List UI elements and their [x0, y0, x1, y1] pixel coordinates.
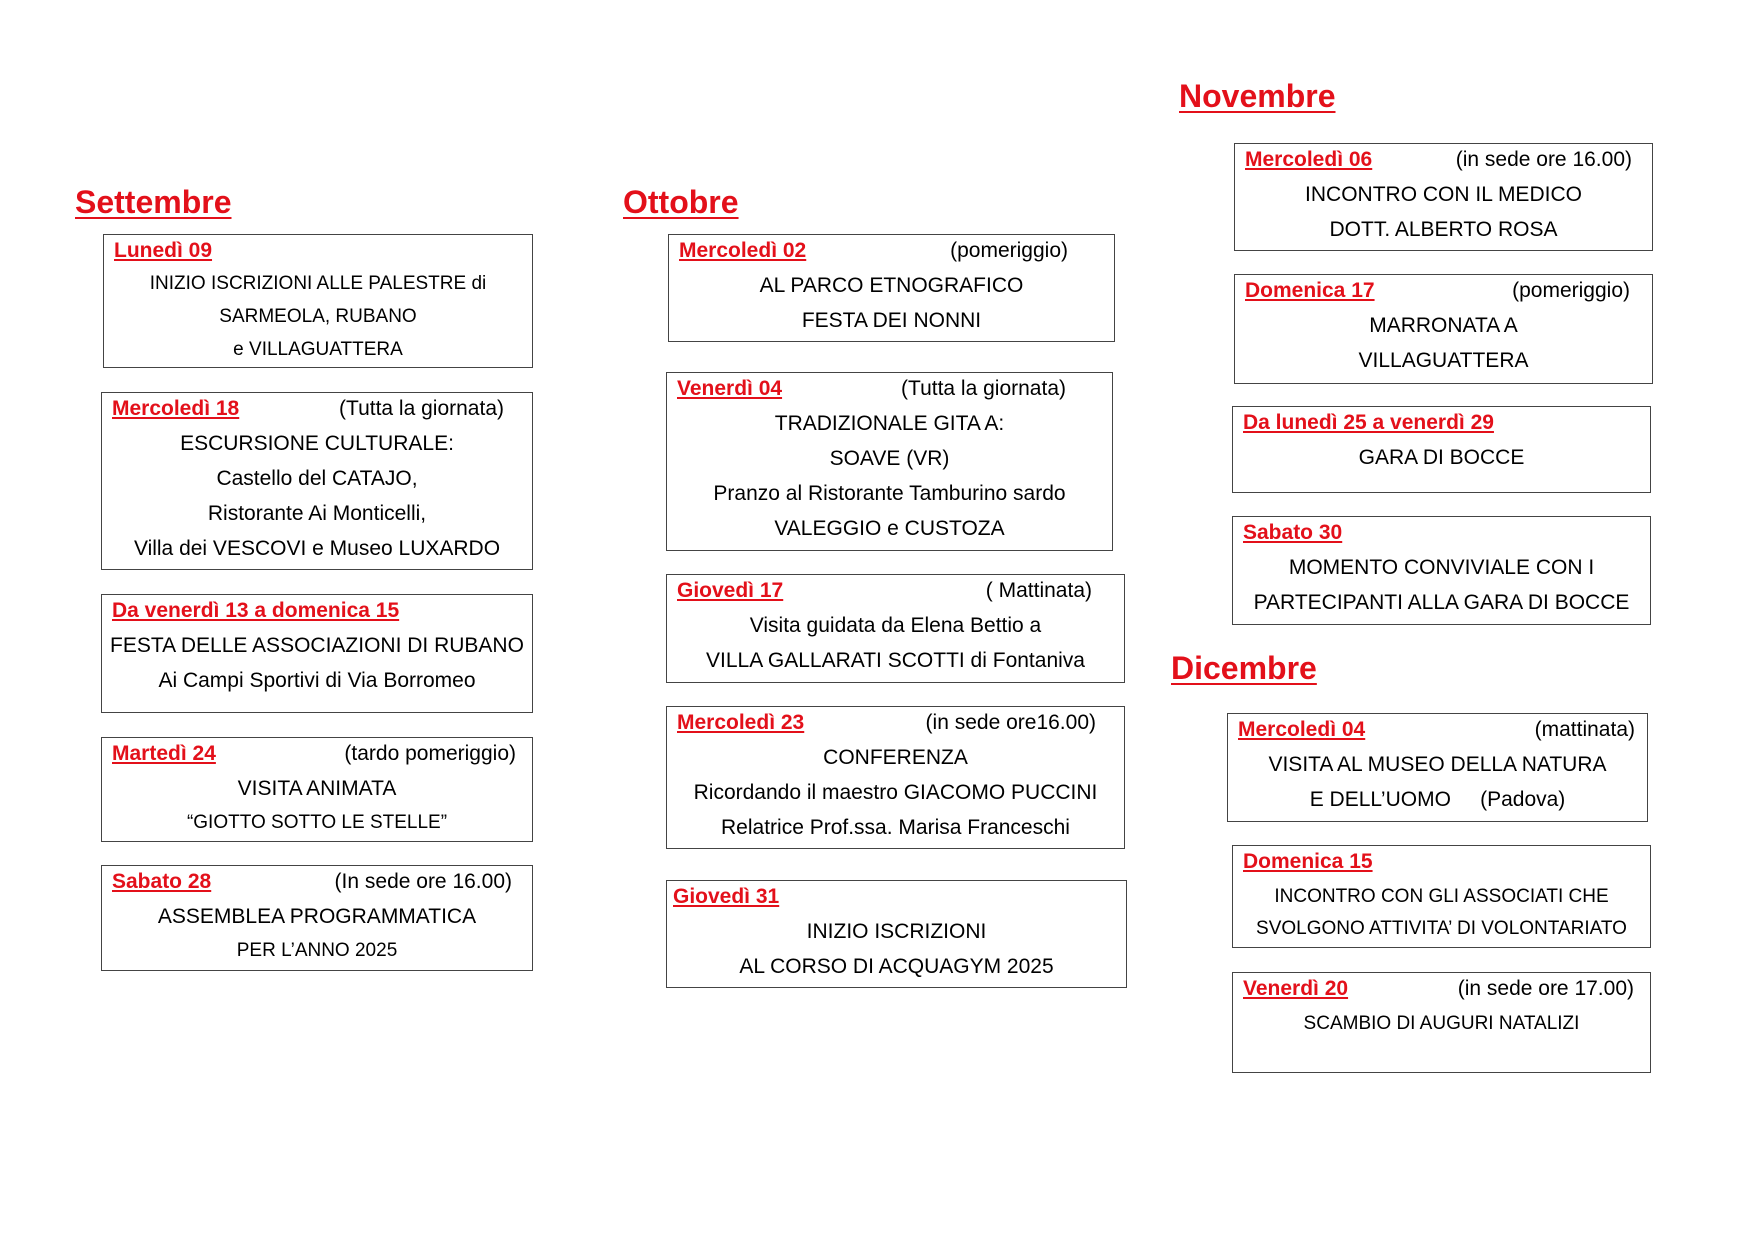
event-line: ESCURSIONE CULTURALE: [180, 432, 454, 455]
event-line: TRADIZIONALE GITA A: [774, 412, 1005, 435]
event-date: Mercoledì 18 [112, 397, 240, 420]
event-card [103, 234, 533, 368]
event-date: Martedì 24 [112, 742, 216, 765]
event-time: (in sede ore 16.00) [1455, 148, 1632, 171]
event-line: PER L’ANNO 2025 [236, 940, 398, 961]
event-date: Da venerdì 13 a domenica 15 [112, 599, 400, 622]
event-date: Mercoledì 02 [679, 239, 807, 262]
event-line: INCONTRO CON IL MEDICO [1305, 183, 1582, 206]
event-card [1232, 972, 1651, 1073]
event-line: Visita guidata da Elena Bettio a [749, 614, 1042, 637]
event-card [101, 737, 533, 842]
event-date: Giovedì 31 [673, 885, 780, 908]
event-time: (tardo pomeriggio) [344, 742, 516, 765]
event-line: Ristorante Ai Monticelli, [207, 502, 427, 525]
event-card [101, 594, 533, 713]
event-line: DOTT. ALBERTO ROSA [1329, 218, 1558, 241]
event-line: e VILLAGUATTERA [233, 339, 403, 360]
event-line: VISITA ANIMATA [237, 777, 397, 800]
event-card [666, 372, 1113, 551]
event-card [1234, 274, 1653, 384]
event-date: Mercoledì 23 [677, 711, 805, 734]
event-time: (mattinata) [1534, 718, 1635, 741]
event-line: INIZIO ISCRIZIONI [806, 920, 987, 943]
event-line: SARMEOLA, RUBANO [219, 306, 417, 327]
event-line: INIZIO ISCRIZIONI ALLE PALESTRE di [149, 273, 487, 294]
event-line: AL CORSO DI ACQUAGYM 2025 [739, 955, 1054, 978]
event-line: INCONTRO CON GLI ASSOCIATI CHE [1274, 886, 1609, 907]
event-line: Castello del CATAJO, [216, 467, 418, 490]
event-time: (pomeriggio) [950, 239, 1068, 262]
event-line: VILLAGUATTERA [1358, 349, 1529, 372]
event-line: PARTECIPANTI ALLA GARA DI BOCCE [1253, 591, 1630, 614]
event-line: VALEGGIO e CUSTOZA [774, 517, 1005, 540]
event-line: Relatrice Prof.ssa. Marisa Franceschi [721, 816, 1070, 839]
month-title-dicembre: Dicembre [1171, 650, 1317, 686]
event-line: E DELL’UOMO (Padova) [1309, 788, 1566, 811]
event-date: Giovedì 17 [677, 579, 784, 602]
event-date: Venerdì 04 [677, 377, 783, 400]
event-line: SCAMBIO DI AUGURI NATALIZI [1303, 1013, 1580, 1034]
event-time: (in sede ore16.00) [925, 711, 1096, 734]
event-time: (In sede ore 16.00) [334, 870, 512, 893]
event-line: VILLA GALLARATI SCOTTI di Fontaniva [706, 649, 1085, 672]
event-line: Villa dei VESCOVI e Museo LUXARDO [133, 537, 501, 560]
event-time: (pomeriggio) [1512, 279, 1630, 302]
event-line: GARA DI BOCCE [1358, 446, 1525, 469]
event-date: Da lunedì 25 a venerdì 29 [1243, 411, 1494, 434]
event-card [666, 574, 1125, 683]
event-line: Ricordando il maestro GIACOMO PUCCINI [693, 781, 1098, 804]
event-line: ASSEMBLEA PROGRAMMATICA [157, 905, 477, 928]
event-card [666, 880, 1127, 988]
event-line: “GIOTTO SOTTO LE STELLE” [186, 812, 448, 833]
event-date: Domenica 15 [1243, 850, 1373, 873]
event-card [1234, 143, 1653, 251]
event-card [1232, 406, 1651, 493]
event-date: Lunedì 09 [114, 239, 213, 262]
month-title-ottobre: Ottobre [623, 184, 739, 220]
event-card [101, 392, 533, 570]
event-date: Sabato 30 [1243, 521, 1343, 544]
event-line: MARRONATA A [1369, 314, 1518, 337]
event-date: Sabato 28 [112, 870, 212, 893]
event-date: Mercoledì 04 [1238, 718, 1366, 741]
event-time: ( Mattinata) [985, 579, 1092, 602]
event-date: Mercoledì 06 [1245, 148, 1373, 171]
event-line: SOAVE (VR) [829, 447, 950, 470]
event-card [668, 234, 1115, 342]
event-date: Venerdì 20 [1243, 977, 1349, 1000]
event-time: (Tutta la giornata) [901, 377, 1066, 400]
event-card [1232, 845, 1651, 948]
event-date: Domenica 17 [1245, 279, 1375, 302]
event-line: FESTA DELLE ASSOCIAZIONI DI RUBANO [110, 634, 524, 657]
event-line: Ai Campi Sportivi di Via Borromeo [158, 669, 476, 692]
event-line: CONFERENZA [823, 746, 968, 769]
event-card [1227, 713, 1648, 822]
event-card [1232, 516, 1651, 625]
event-line: AL PARCO ETNOGRAFICO [759, 274, 1024, 297]
event-line: Pranzo al Ristorante Tamburino sardo [713, 482, 1066, 505]
event-line: VISITA AL MUSEO DELLA NATURA [1268, 753, 1607, 776]
month-title-settembre: Settembre [75, 184, 232, 220]
month-title-novembre: Novembre [1179, 78, 1336, 114]
event-time: (in sede ore 17.00) [1457, 977, 1634, 1000]
event-card [101, 865, 533, 971]
event-line: MOMENTO CONVIVIALE CON I [1288, 556, 1595, 579]
event-line: FESTA DEI NONNI [801, 309, 982, 332]
event-time: (Tutta la giornata) [339, 397, 504, 420]
event-line: SVOLGONO ATTIVITA’ DI VOLONTARIATO [1256, 918, 1627, 939]
event-card [666, 706, 1125, 849]
